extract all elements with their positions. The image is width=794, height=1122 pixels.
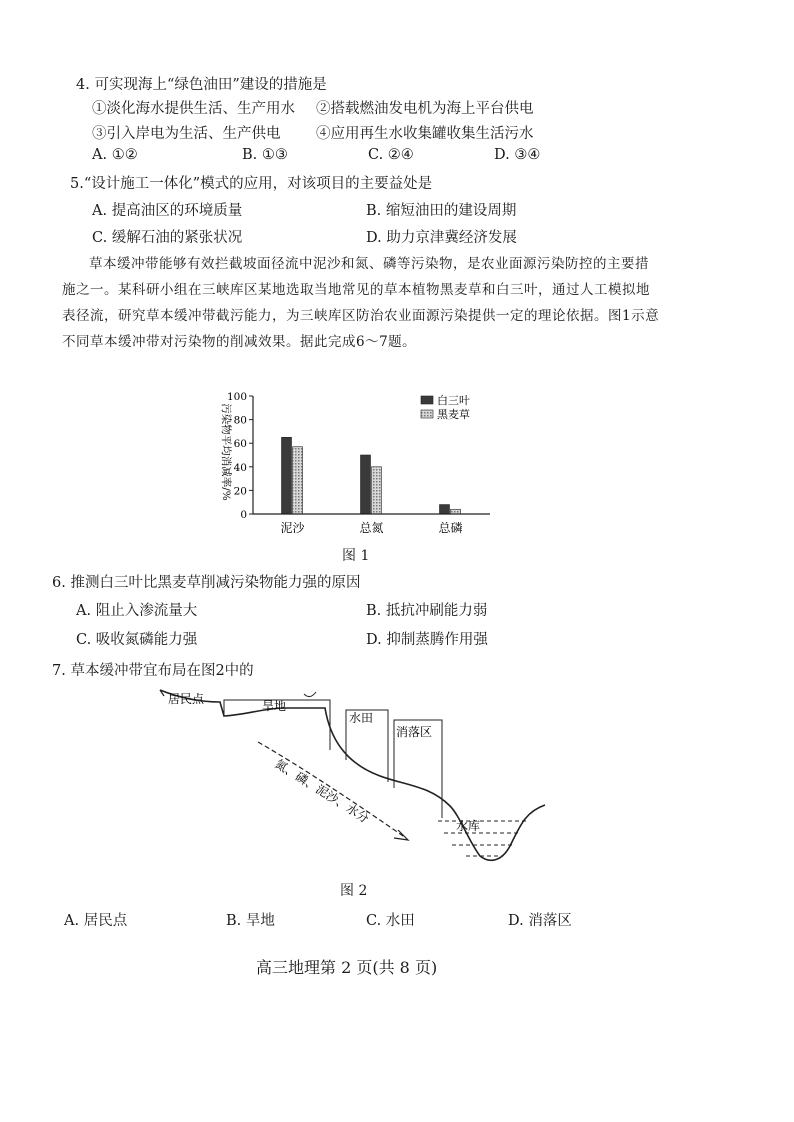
legend-swatch: [421, 410, 433, 418]
q5-stem: 5.“设计施工一体化”模式的应用，对该项目的主要益处是: [70, 176, 433, 192]
figure-1-caption: 图 1: [342, 548, 370, 564]
passage-text: 草本缓冲带能够有效拦截坡面径流中泥沙和氮、磷等污染物，是农业面源污染防控的主要措施之一。某科研小组在三峡库区某地选取当地常见的草本植物黑麦草和白三叶，通过人工模拟地表径流，研究草本缓冲带截污能力，为三峡库区防治农业面源污染提供一定的理论依据。图1示意不同草本缓冲带对污染物的削减效果。据此完成6～7题。: [62, 256, 660, 350]
figure-2-caption: 图 2: [340, 883, 368, 899]
q6-stem: 6. 推测白三叶比黑麦草削减污染物能力强的原因: [52, 575, 361, 591]
q4-stem: 4. 可实现海上“绿色油田”建设的措施是: [76, 77, 327, 93]
legend: [421, 393, 470, 421]
q4-choice-c: C. ②④: [368, 147, 414, 163]
q4-item-4: ④应用再生水收集罐收集生活污水: [316, 126, 534, 142]
bar-series-1: [440, 505, 450, 514]
q4-choice-d: D. ③④: [494, 147, 541, 163]
figure-2-profile-diagram: [150, 678, 560, 878]
q7-stem: 7. 草本缓冲带宜布局在图2中的: [52, 663, 254, 679]
y-tick-label: 0: [240, 509, 247, 521]
q7-choice-b: B. 旱地: [226, 913, 275, 929]
legend-label: 白三叶: [437, 394, 470, 407]
label-residential: 居民点: [168, 692, 205, 706]
q7-choice-a: A. 居民点: [64, 913, 128, 929]
q6-choice-d: D. 抑制蒸腾作用强: [366, 632, 488, 648]
legend-label: 黑麦草: [437, 408, 470, 421]
reading-passage: [62, 251, 662, 355]
q5-choice-b: B. 缩短油田的建设周期: [366, 203, 517, 219]
q6-choice-c: C. 吸收氮磷能力强: [76, 632, 198, 648]
figure-1-bar-chart: [205, 382, 505, 542]
y-tick-label: 20: [233, 485, 247, 498]
label-paddy: 水田: [349, 711, 374, 725]
y-tick-label: 60: [233, 438, 247, 451]
small-arc: [304, 692, 316, 697]
page-footer: 高三地理第 2 页(共 8 页): [256, 958, 438, 977]
label-flow: 氮、磷、泥沙、水分: [272, 756, 372, 826]
x-category-label: 总氮: [359, 521, 384, 535]
bar-series-1: [361, 455, 371, 514]
bar-series-2: [451, 509, 461, 514]
q5-choice-c: C. 缓解石油的紧张状况: [92, 230, 243, 246]
q7-choice-c: C. 水田: [366, 913, 415, 929]
q4-item-2: ②搭载燃油发电机为海上平台供电: [316, 101, 534, 117]
q6-choice-a: A. 阻止入渗流量大: [76, 603, 198, 619]
bars-group: [282, 437, 461, 514]
q4-choice-a: A. ①②: [92, 147, 138, 163]
x-category-label: 泥沙: [280, 521, 305, 535]
label-drawdown: 消落区: [396, 725, 433, 739]
q6-choice-b: B. 抵抗冲刷能力弱: [366, 603, 488, 619]
bar-series-2: [372, 467, 382, 514]
q5-choice-d: D. 助力京津冀经济发展: [366, 230, 517, 246]
q4-item-3: ③引入岸电为生活、生产供电: [92, 126, 281, 142]
q4-item-1: ①淡化海水提供生活、生产用水: [92, 101, 295, 117]
q5-choice-a: A. 提高油区的环境质量: [92, 203, 243, 219]
x-category-label: 总磷: [438, 521, 463, 535]
y-tick-label: 80: [233, 414, 247, 427]
x-categories-group: [280, 520, 462, 535]
q7-choice-d: D. 消落区: [508, 913, 572, 929]
y-tick-label: 100: [226, 391, 247, 403]
q4-choice-b: B. ①③: [242, 147, 288, 163]
y-tick-label: 40: [233, 461, 247, 474]
label-reservoir: 水库: [456, 819, 481, 833]
y-axis-label: 污染物平均消减率/%: [220, 403, 232, 501]
label-dryland: 旱地: [262, 699, 287, 713]
bar-series-2: [293, 447, 303, 514]
bar-series-1: [282, 437, 292, 514]
legend-swatch: [421, 396, 433, 404]
